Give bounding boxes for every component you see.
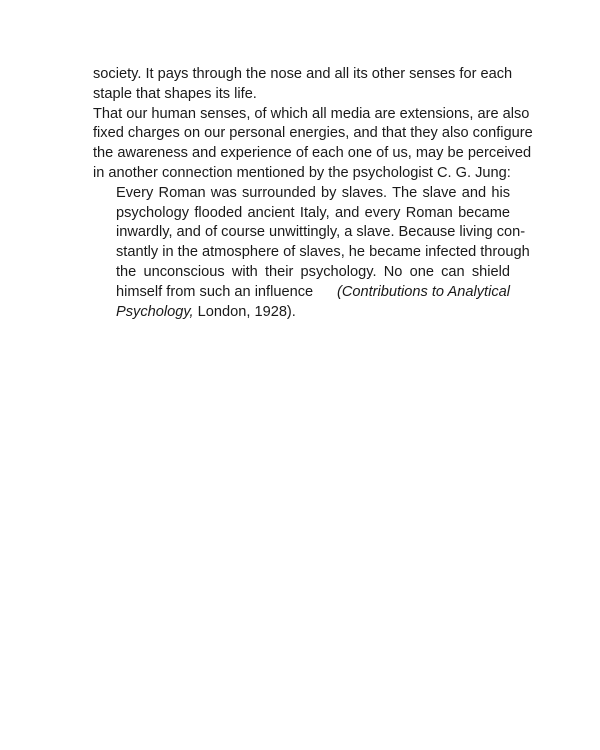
- quote-line: the unconscious with their psychology. No one can shield: [116, 263, 510, 280]
- citation-title: Psychology,: [116, 303, 194, 320]
- text-line: fixed charges on our personal energies, and that they also configure: [93, 125, 533, 142]
- citation-title: (Contributions to Analytical: [336, 283, 510, 300]
- quote-text: himself from such an influence: [116, 283, 314, 300]
- text-line: society. It pays through the nose and all its other senses for each: [93, 66, 513, 82]
- quote-line: Every Roman was surrounded by slaves. The slave and his: [116, 184, 510, 201]
- quote-line: psychology flooded ancient Italy, and every Roman became: [116, 204, 510, 221]
- block-quote: [116, 184, 530, 323]
- paragraph: [93, 105, 533, 184]
- quote-line: stantly in the atmosphere of slaves, he became infected through: [116, 244, 530, 261]
- quote-line: [116, 283, 510, 303]
- text-line: in another connection mentioned by the psychologist C. G. Jung:: [93, 164, 511, 181]
- text-line: staple that shapes its life.: [93, 85, 257, 102]
- citation-details: London, 1928).: [193, 303, 296, 320]
- quote-line: inwardly, and of course unwittingly, a slave. Because living con-: [116, 224, 526, 241]
- document-page: [93, 65, 533, 322]
- text-line: That our human senses, of which all media are extensions, are also: [93, 105, 530, 122]
- quote-line: [116, 303, 510, 323]
- text-line: the awareness and experience of each one of us, may be perceived: [93, 145, 532, 162]
- paragraph-continued: [93, 65, 513, 105]
